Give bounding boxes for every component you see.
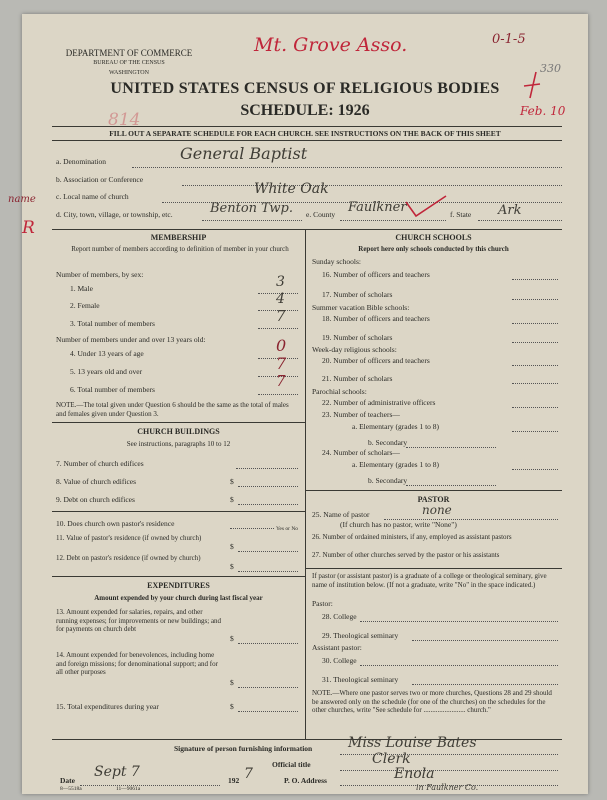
form-title: UNITED STATES CENSUS OF RELIGIOUS BODIES — [110, 80, 500, 97]
by-sex-label: Number of members, by sex: — [56, 270, 144, 279]
q11-dollar: $ — [230, 542, 234, 551]
church-name-label: c. Local name of church — [56, 192, 129, 201]
membership-title: MEMBERSHIP — [150, 233, 207, 242]
q10-options: Yes or No — [276, 526, 299, 532]
q1-label: 1. Male — [70, 284, 93, 293]
q1-value: 3 — [276, 274, 285, 290]
q17-label: 17. Number of scholars — [322, 290, 393, 299]
county-value: Faulkner — [348, 200, 407, 215]
q6-label: 6. Total number of members — [70, 385, 155, 394]
q31-label: 31. Theological seminary — [322, 675, 399, 684]
weekday-label: Week-day religious schools: — [312, 345, 397, 354]
q19-label: 19. Number of scholars — [322, 333, 393, 342]
bureau-name: BUREAU OF THE CENSUS — [93, 60, 165, 66]
buildings-title: CHURCH BUILDINGS — [137, 427, 220, 436]
q18-label: 18. Number of officers and teachers — [322, 314, 430, 323]
q3-value: 7 — [276, 307, 286, 325]
summer-label: Summer vacation Bible schools: — [312, 303, 410, 312]
form-number: 8—5518a — [60, 786, 82, 792]
q20-label: 20. Number of officers and teachers — [322, 356, 430, 365]
q5-label: 5. 13 years old and over — [70, 367, 143, 376]
q15-label: 15. Total expenditures during year — [56, 702, 159, 711]
form-number-2: 11—9061a — [116, 786, 141, 792]
signature-value: Miss Louise Bates — [348, 735, 477, 751]
q4-value: 0 — [276, 336, 287, 355]
department-name: DEPARTMENT OF COMMERCE — [65, 48, 193, 58]
q21-label: 21. Number of scholars — [322, 374, 393, 383]
asst-pastor-label: Assistant pastor: — [312, 643, 362, 652]
q25-label: 25. Name of pastor — [312, 510, 370, 519]
q9-label: 9. Debt on church edifices — [56, 495, 135, 504]
po-address-county: in Faulkner Co. — [416, 783, 479, 792]
city-name: WASHINGTON — [109, 70, 149, 76]
margin-annotation: name — [8, 194, 36, 205]
age-label: Number of members under and over 13 years old: — [56, 335, 206, 344]
schedule-title: SCHEDULE: 1926 — [240, 102, 370, 119]
po-address-value: Enola — [394, 766, 435, 782]
church-name-value: White Oak — [254, 181, 329, 197]
schools-sub: Report here only schools conducted by this church — [358, 245, 509, 253]
po-address-label: P. O. Address — [284, 776, 327, 785]
membership-sub: Report number of members according to definition of member in your church — [71, 245, 289, 253]
pastor-name-value: none — [422, 503, 452, 517]
code-annotation: 0-1-5 — [492, 32, 526, 47]
expenditures-title: EXPENDITURES — [147, 581, 210, 590]
college-note: If pastor (or assistant pastor) is a graduate of a college or theological seminary, give name of institution below. (If not a graduate, write "No" in the space indicated.) — [312, 572, 547, 589]
instruction-line: FILL OUT A SEPARATE SCHEDULE FOR EACH CHURCH. SEE INSTRUCTIONS ON THE BACK OF THIS SHEET — [109, 129, 501, 138]
membership-note: NOTE.—The total given under Question 6 should be the same as the total of males and females given under Question 3. — [56, 401, 289, 418]
department-block — [54, 48, 204, 78]
q10-label: 10. Does church own pastor's residence — [56, 519, 175, 528]
q16-label: 16. Number of officers and teachers — [322, 270, 430, 279]
q13-label: 13. Amount expended for salaries, repairs, and other running expenses; for improvements or new buildings; and for payments on church debt — [56, 608, 222, 633]
q9-dollar: $ — [230, 495, 234, 504]
expenditures-sub: Amount expended by your church during last fiscal year — [94, 594, 263, 602]
q8-dollar: $ — [230, 477, 234, 486]
association-annotation: Mt. Grove Asso. — [254, 34, 408, 56]
q6-value: 7 — [276, 372, 286, 390]
q24-label: 24. Number of scholars— — [322, 448, 400, 457]
buildings-sub: See instructions, paragraphs 10 to 12 — [126, 440, 231, 448]
state-label: f. State — [450, 210, 472, 219]
q28-label: 28. College — [322, 612, 357, 621]
q2-label: 2. Female — [70, 301, 100, 310]
pastor-title: PASTOR — [417, 495, 450, 504]
signature-label: Signature of person furnishing information — [174, 744, 313, 753]
q22-label: 22. Number of administrative officers — [322, 398, 436, 407]
faint-number: 814 — [108, 110, 141, 130]
official-title-value: Clerk — [372, 751, 411, 767]
q23b-label: b. Secondary — [368, 438, 408, 447]
margin-r-mark: R — [22, 218, 35, 238]
pastor-sub-label: Pastor: — [312, 599, 333, 608]
city-label: d. City, town, village, or township, etc. — [56, 210, 173, 219]
pastor-note: NOTE.—Where one pastor serves two or more churches, Questions 28 and 29 should be answered only on the schedule (for one of the churches) on the schedules for the other churches, write "See schedule for ........................ church." — [312, 689, 552, 714]
denomination-value: General Baptist — [180, 144, 308, 163]
q15-dollar: $ — [230, 702, 234, 711]
q23a-label: a. Elementary (grades 1 to 8) — [352, 422, 440, 431]
number-annotation: 330 — [540, 62, 561, 75]
city-value: Benton Twp. — [210, 201, 293, 216]
q5-value: 7 — [276, 354, 287, 373]
q29-label: 29. Theological seminary — [322, 631, 399, 640]
q25-sub: (If church has no pastor, write "None") — [340, 520, 457, 529]
denomination-label: a. Denomination — [56, 157, 106, 166]
q7-label: 7. Number of church edifices — [56, 459, 144, 468]
q12-dollar: $ — [230, 562, 234, 571]
schools-title: CHURCH SCHOOLS — [395, 233, 472, 242]
q26-label: 26. Number of ordained ministers, if any, employed as assistant pastors — [312, 533, 512, 541]
date-annotation: Feb. 10 — [520, 104, 566, 118]
year-prefix: 192 — [228, 776, 240, 785]
date-label: Date — [60, 776, 75, 785]
q4-label: 4. Under 13 years of age — [70, 349, 144, 358]
q14-dollar: $ — [230, 678, 234, 687]
q12-label: 12. Debt on pastor's residence (if owned by church) — [56, 554, 201, 562]
q3-label: 3. Total number of members — [70, 319, 155, 328]
year-value: 7 — [244, 766, 253, 782]
q24a-label: a. Elementary (grades 1 to 8) — [352, 460, 440, 469]
q23-label: 23. Number of teachers— — [322, 410, 400, 419]
q24b-label: b. Secondary — [368, 476, 408, 485]
q13-dollar: $ — [230, 634, 234, 643]
parochial-label: Parochial schools: — [312, 387, 367, 396]
state-value: Ark — [498, 203, 522, 218]
check-mark-icon — [402, 194, 452, 224]
date-value: Sept 7 — [94, 764, 140, 780]
official-title-label: Official title — [272, 760, 311, 769]
q8-label: 8. Value of church edifices — [56, 477, 137, 486]
q11-label: 11. Value of pastor's residence (if owned by church) — [56, 534, 202, 542]
q30-label: 30. College — [322, 656, 357, 665]
county-label: e. County — [306, 210, 336, 219]
sunday-label: Sunday schools: — [312, 257, 361, 266]
q27-label: 27. Number of other churches served by the pastor or his assistants — [312, 551, 500, 559]
census-form — [8, 14, 588, 794]
association-label: b. Association or Conference — [56, 175, 144, 184]
q14-label: 14. Amount expended for benevolences, including home and foreign missions; for denominational support; and for all other purposes — [56, 651, 218, 676]
tick-mark-icon — [522, 70, 542, 100]
q2-value: 4 — [276, 291, 285, 307]
